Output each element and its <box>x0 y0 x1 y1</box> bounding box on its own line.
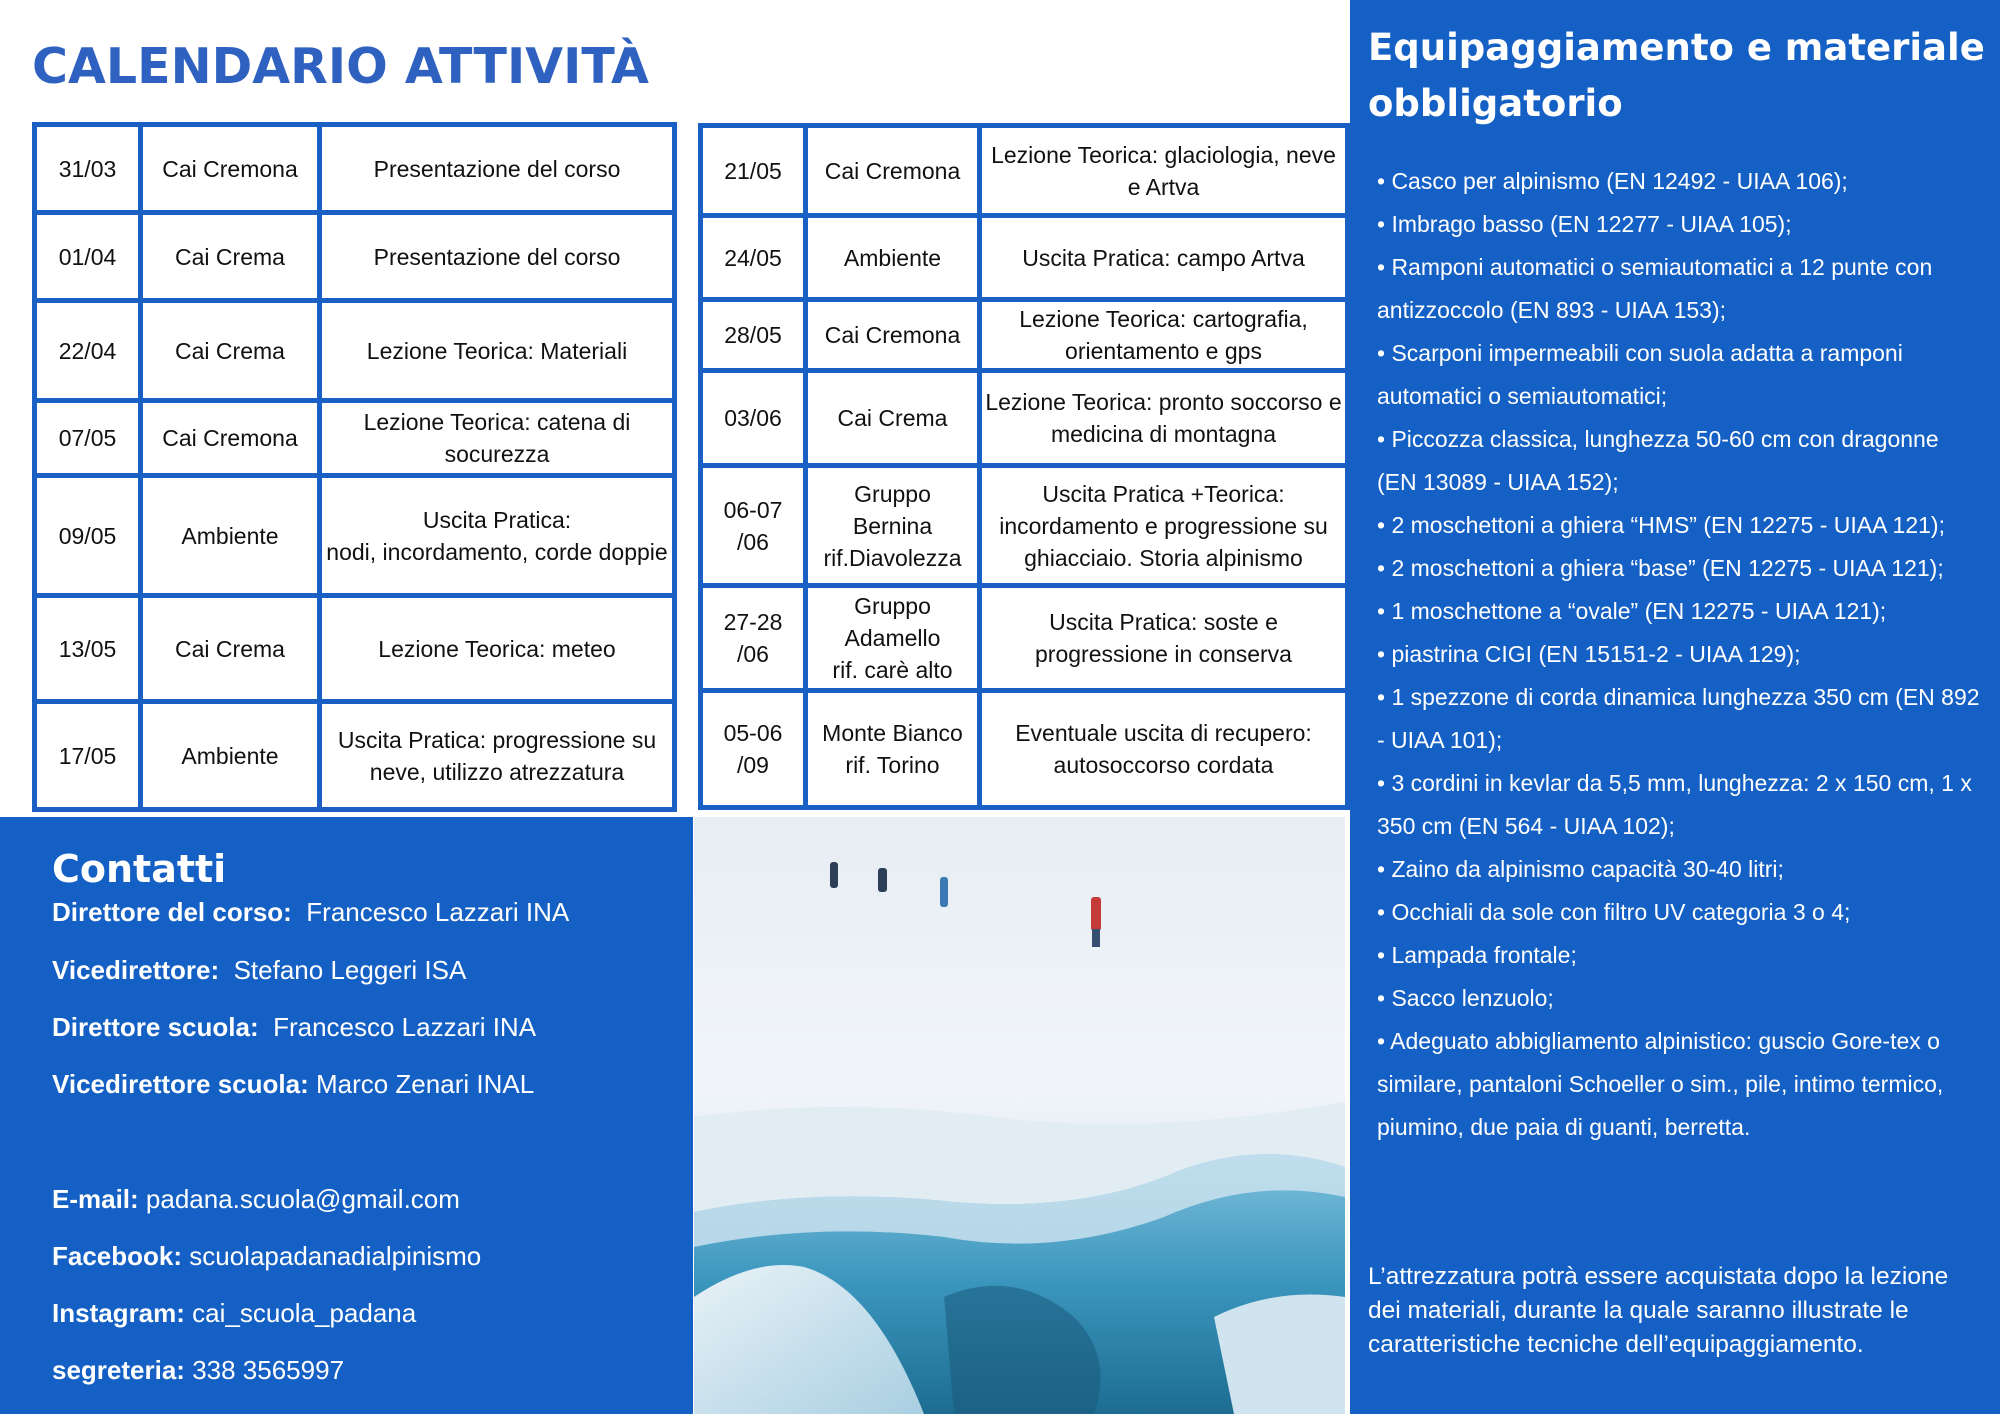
cell-activity: Uscita Pratica: soste e progressione in conserva <box>980 586 1348 691</box>
cell-place: Cai Crema <box>141 596 320 702</box>
cell-date: 17/05 <box>35 702 141 810</box>
contact-value: Francesco Lazzari INA <box>306 897 570 927</box>
contact-label: E-mail: <box>52 1184 139 1214</box>
glacier-photo <box>694 817 1345 1414</box>
cell-place: Cai Crema <box>141 301 320 401</box>
cell-activity: Lezione Teorica: catena di socurezza <box>320 401 675 476</box>
list-item: • Piccozza classica, lunghezza 50-60 cm con dragonne (EN 13089 - UIAA 152); <box>1377 426 1939 495</box>
list-item: • piastrina CIGI (EN 15151-2 - UIAA 129); <box>1377 641 1801 667</box>
contact-row-phone <box>52 1353 344 1387</box>
cell-place: Cai Cremona <box>141 125 320 213</box>
contact-row-school-director <box>52 1010 536 1044</box>
contact-label: segreteria: <box>52 1355 185 1385</box>
table-row <box>701 300 1348 371</box>
contact-row-facebook <box>52 1239 481 1273</box>
cell-place: Ambiente <box>141 702 320 810</box>
contact-value: Francesco Lazzari INA <box>273 1012 537 1042</box>
contact-row-instagram <box>52 1296 416 1330</box>
equipment-list <box>1377 160 1982 1149</box>
calendar-table-right <box>698 123 1350 810</box>
cell-activity: Lezione Teorica: pronto soccorso e medicina di montagna <box>980 371 1348 466</box>
cell-place: Ambiente <box>806 216 980 300</box>
list-item: • 1 moschettone a “ovale” (EN 12275 - UIAA 121); <box>1377 598 1887 624</box>
cell-activity: Presentazione del corso <box>320 213 675 301</box>
cell-activity: Uscita Pratica: nodi, incordamento, corde doppie <box>320 476 675 596</box>
list-item: • Adeguato abbigliamento alpinistico: guscio Gore-tex o similare, pantaloni Schoeller o sim., pile, intimo termico, piumino, due paia di guanti, berretta. <box>1377 1028 1944 1140</box>
table-row <box>35 125 675 213</box>
cell-activity: Presentazione del corso <box>320 125 675 213</box>
contact-row-email <box>52 1182 460 1216</box>
phone-number: 338 3565997 <box>192 1355 345 1385</box>
list-item: • 1 spezzone di corda dinamica lunghezza 350 cm (EN 892 - UIAA 101); <box>1377 684 1980 753</box>
cell-place: Cai Cremona <box>141 401 320 476</box>
table-row <box>701 586 1348 691</box>
cell-date: 24/05 <box>701 216 806 300</box>
table-row <box>35 702 675 810</box>
cell-date: 05-06 /09 <box>701 691 806 808</box>
cell-activity: Uscita Pratica +Teorica: incordamento e progressione su ghiacciaio. Storia alpinismo <box>980 466 1348 586</box>
list-item: • Zaino da alpinismo capacità 30-40 litri; <box>1377 856 1784 882</box>
list-item: • 2 moschettoni a ghiera “base” (EN 12275 - UIAA 121); <box>1377 555 1944 581</box>
cell-place: Gruppo Adamello rif. carè alto <box>806 586 980 691</box>
cell-place: Ambiente <box>141 476 320 596</box>
cell-date: 31/03 <box>35 125 141 213</box>
table-row <box>35 476 675 596</box>
cell-date: 03/06 <box>701 371 806 466</box>
cell-activity: Lezione Teorica: Materiali <box>320 301 675 401</box>
email-link[interactable]: padana.scuola@gmail.com <box>145 1184 460 1214</box>
table-row <box>701 216 1348 300</box>
table-row <box>35 301 675 401</box>
equipment-title: Equipaggiamento e materiale obbligatorio <box>1368 26 1985 125</box>
contact-row-school-vice-director <box>52 1067 534 1101</box>
cell-date: 09/05 <box>35 476 141 596</box>
table-row <box>35 596 675 702</box>
contact-label: Direttore scuola: <box>52 1012 259 1042</box>
cell-place: Cai Crema <box>141 213 320 301</box>
table-row <box>701 126 1348 216</box>
facebook-link[interactable]: scuolapadanadialpinismo <box>189 1241 482 1271</box>
list-item: • Casco per alpinismo (EN 12492 - UIAA 106); <box>1377 168 1848 194</box>
cell-date: 06-07 /06 <box>701 466 806 586</box>
list-item: • Sacco lenzuolo; <box>1377 985 1554 1011</box>
contacts-title: Contatti <box>52 847 227 891</box>
cell-activity: Uscita Pratica: progressione su neve, utilizzo atrezzatura <box>320 702 675 810</box>
glacier-photo-illustration <box>694 817 1345 1414</box>
calendar-table-left <box>32 122 677 812</box>
cell-activity: Lezione Teorica: cartografia, orientamento e gps <box>980 300 1348 371</box>
contact-row-vice-director <box>52 953 466 987</box>
cell-date: 28/05 <box>701 300 806 371</box>
contact-label: Instagram: <box>52 1298 185 1328</box>
cell-activity: Lezione Teorica: meteo <box>320 596 675 702</box>
cell-date: 27-28 /06 <box>701 586 806 691</box>
table-row <box>35 213 675 301</box>
list-item: • Scarponi impermeabili con suola adatta a ramponi automatici o semiautomatici; <box>1377 340 1903 409</box>
list-item: • Imbrago basso (EN 12277 - UIAA 105); <box>1377 211 1792 237</box>
contact-value: Marco Zenari INAL <box>315 1069 535 1099</box>
cell-date: 13/05 <box>35 596 141 702</box>
cell-place: Cai Crema <box>806 371 980 466</box>
contact-label: Facebook: <box>52 1241 183 1271</box>
table-row <box>701 466 1348 586</box>
cell-place: Monte Bianco rif. Torino <box>806 691 980 808</box>
table-row <box>701 371 1348 466</box>
cell-place: Gruppo Bernina rif.Diavolezza <box>806 466 980 586</box>
list-item: • Occhiali da sole con filtro UV categoria 3 o 4; <box>1377 899 1851 925</box>
contact-label: Direttore del corso: <box>52 897 292 927</box>
cell-date: 22/04 <box>35 301 141 401</box>
contact-label: Vicedirettore: <box>52 955 220 985</box>
contact-label: Vicedirettore scuola: <box>52 1069 309 1099</box>
cell-activity: Lezione Teorica: glaciologia, neve e Artva <box>980 126 1348 216</box>
equipment-note: L’attrezzatura potrà essere acquistata dopo la lezione dei materiali, durante la quale saranno illustrate le caratteristiche tecniche dell’equipaggiamento. <box>1368 1263 1949 1358</box>
cell-place: Cai Cremona <box>806 300 980 371</box>
cell-activity: Eventuale uscita di recupero: autosoccorso cordata <box>980 691 1348 808</box>
table-row <box>701 691 1348 808</box>
contact-row-course-director <box>52 895 569 929</box>
cell-activity: Uscita Pratica: campo Artva <box>980 216 1348 300</box>
cell-date: 21/05 <box>701 126 806 216</box>
contact-value: Stefano Leggeri ISA <box>233 955 467 985</box>
page-title: CALENDARIO ATTIVITÀ <box>32 38 649 95</box>
contacts-panel <box>0 817 693 1414</box>
list-item: • 2 moschettoni a ghiera “HMS” (EN 12275 - UIAA 121); <box>1377 512 1945 538</box>
list-item: • Lampada frontale; <box>1377 942 1577 968</box>
instagram-link[interactable]: cai_scuola_padana <box>192 1298 417 1328</box>
cell-date: 01/04 <box>35 213 141 301</box>
list-item: • 3 cordini in kevlar da 5,5 mm, lunghezza: 2 x 150 cm, 1 x 350 cm (EN 564 - UIAA 102); <box>1377 770 1972 839</box>
table-row <box>35 401 675 476</box>
list-item: • Ramponi automatici o semiautomatici a 12 punte con antizzoccolo (EN 893 - UIAA 153); <box>1377 254 1933 323</box>
cell-date: 07/05 <box>35 401 141 476</box>
cell-place: Cai Cremona <box>806 126 980 216</box>
equipment-panel <box>1350 0 2000 1414</box>
